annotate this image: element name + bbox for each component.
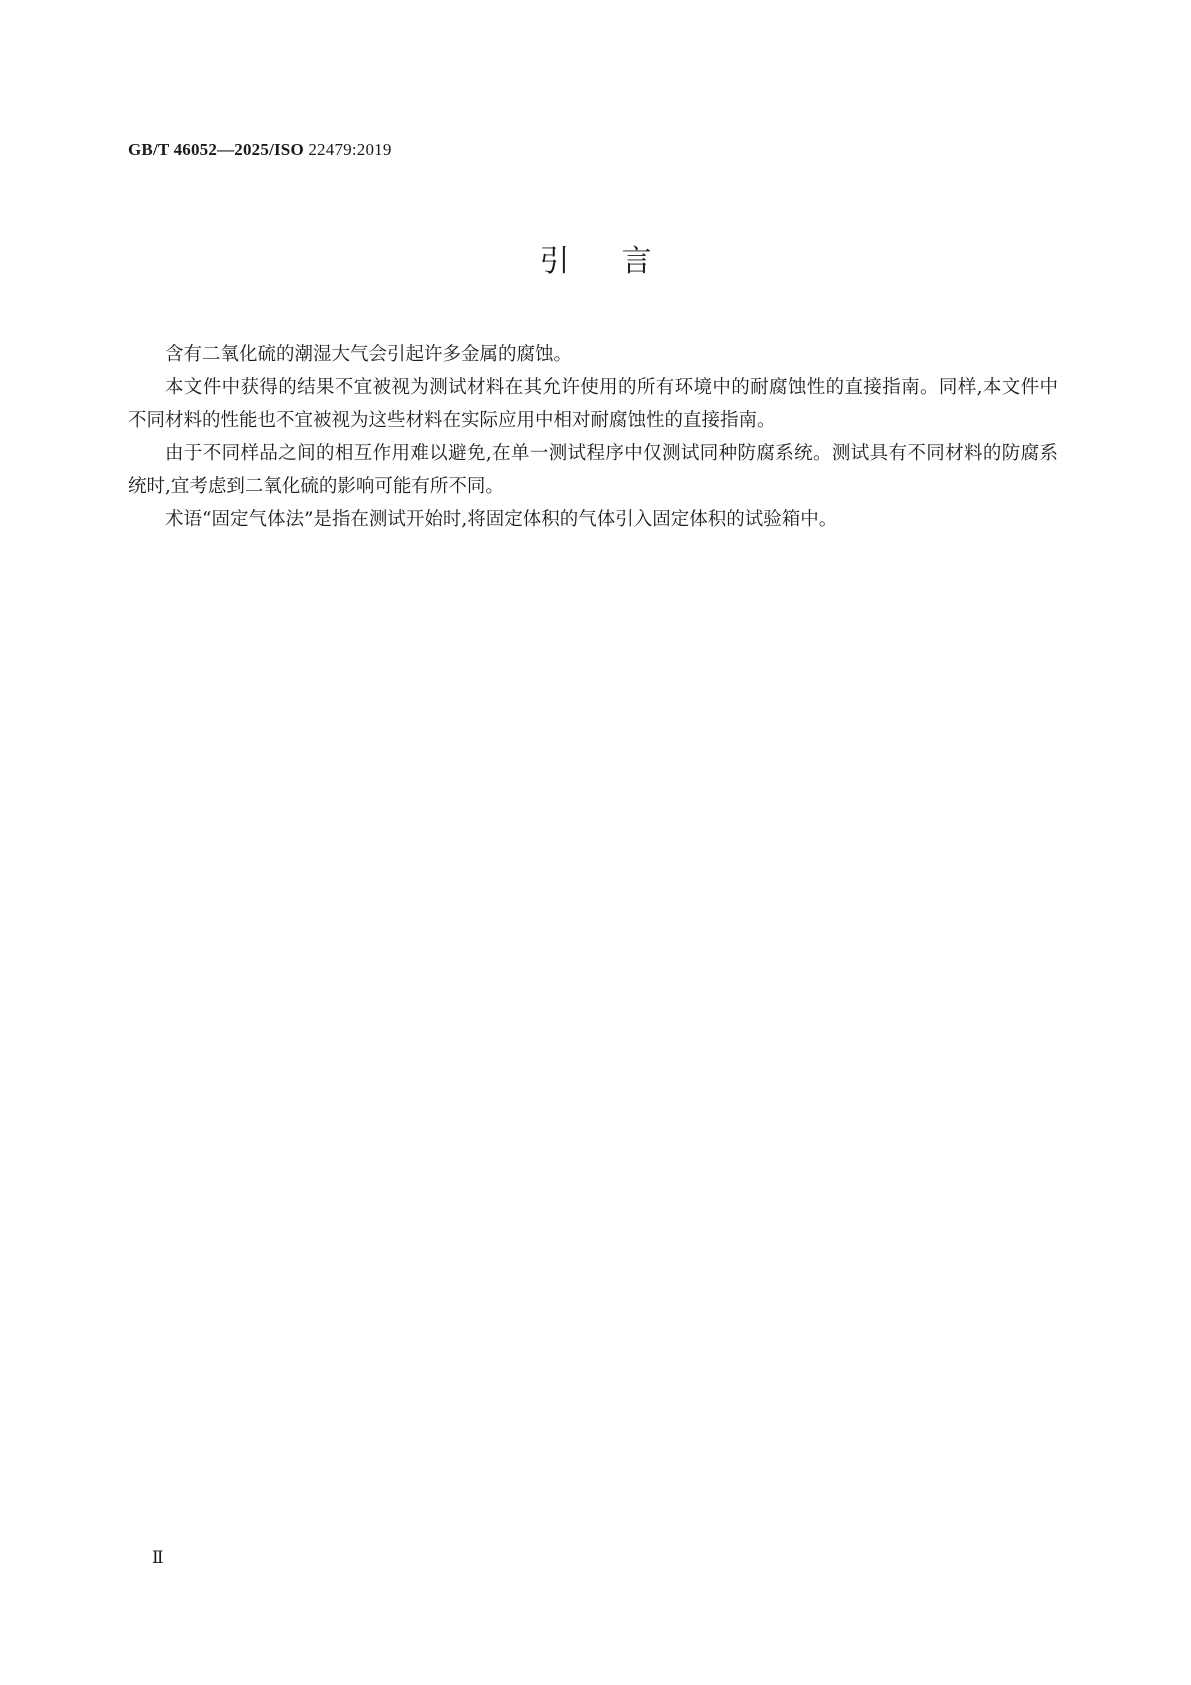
paragraph: 由于不同样品之间的相互作用难以避免,在单一测试程序中仅测试同种防腐系统。测试具有不同材料的防腐系统时,宜考虑到二氧化硫的影响可能有所不同。 xyxy=(128,443,1058,497)
document-header xyxy=(128,140,392,160)
paragraph: 含有二氧化硫的潮湿大气会引起许多金属的腐蚀。 xyxy=(165,344,573,365)
page-title: 引言 xyxy=(539,244,704,279)
standard-code-bold: GB/T 46052—2025/ISO xyxy=(128,140,304,159)
paragraph: 术语“固定气体法”是指在测试开始时,将固定体积的气体引入固定体积的试验箱中。 xyxy=(165,509,838,530)
paragraph: 本文件中获得的结果不宜被视为测试材料在其允许使用的所有环境中的耐腐蚀性的直接指南。同样,本文件中不同材料的性能也不宜被视为这些材料在实际应用中相对耐腐蚀性的直接指南。 xyxy=(128,377,1058,431)
document-body xyxy=(128,338,1058,536)
standard-code-number: 22479:2019 xyxy=(303,140,392,159)
page-number: Ⅱ xyxy=(152,1548,164,1567)
